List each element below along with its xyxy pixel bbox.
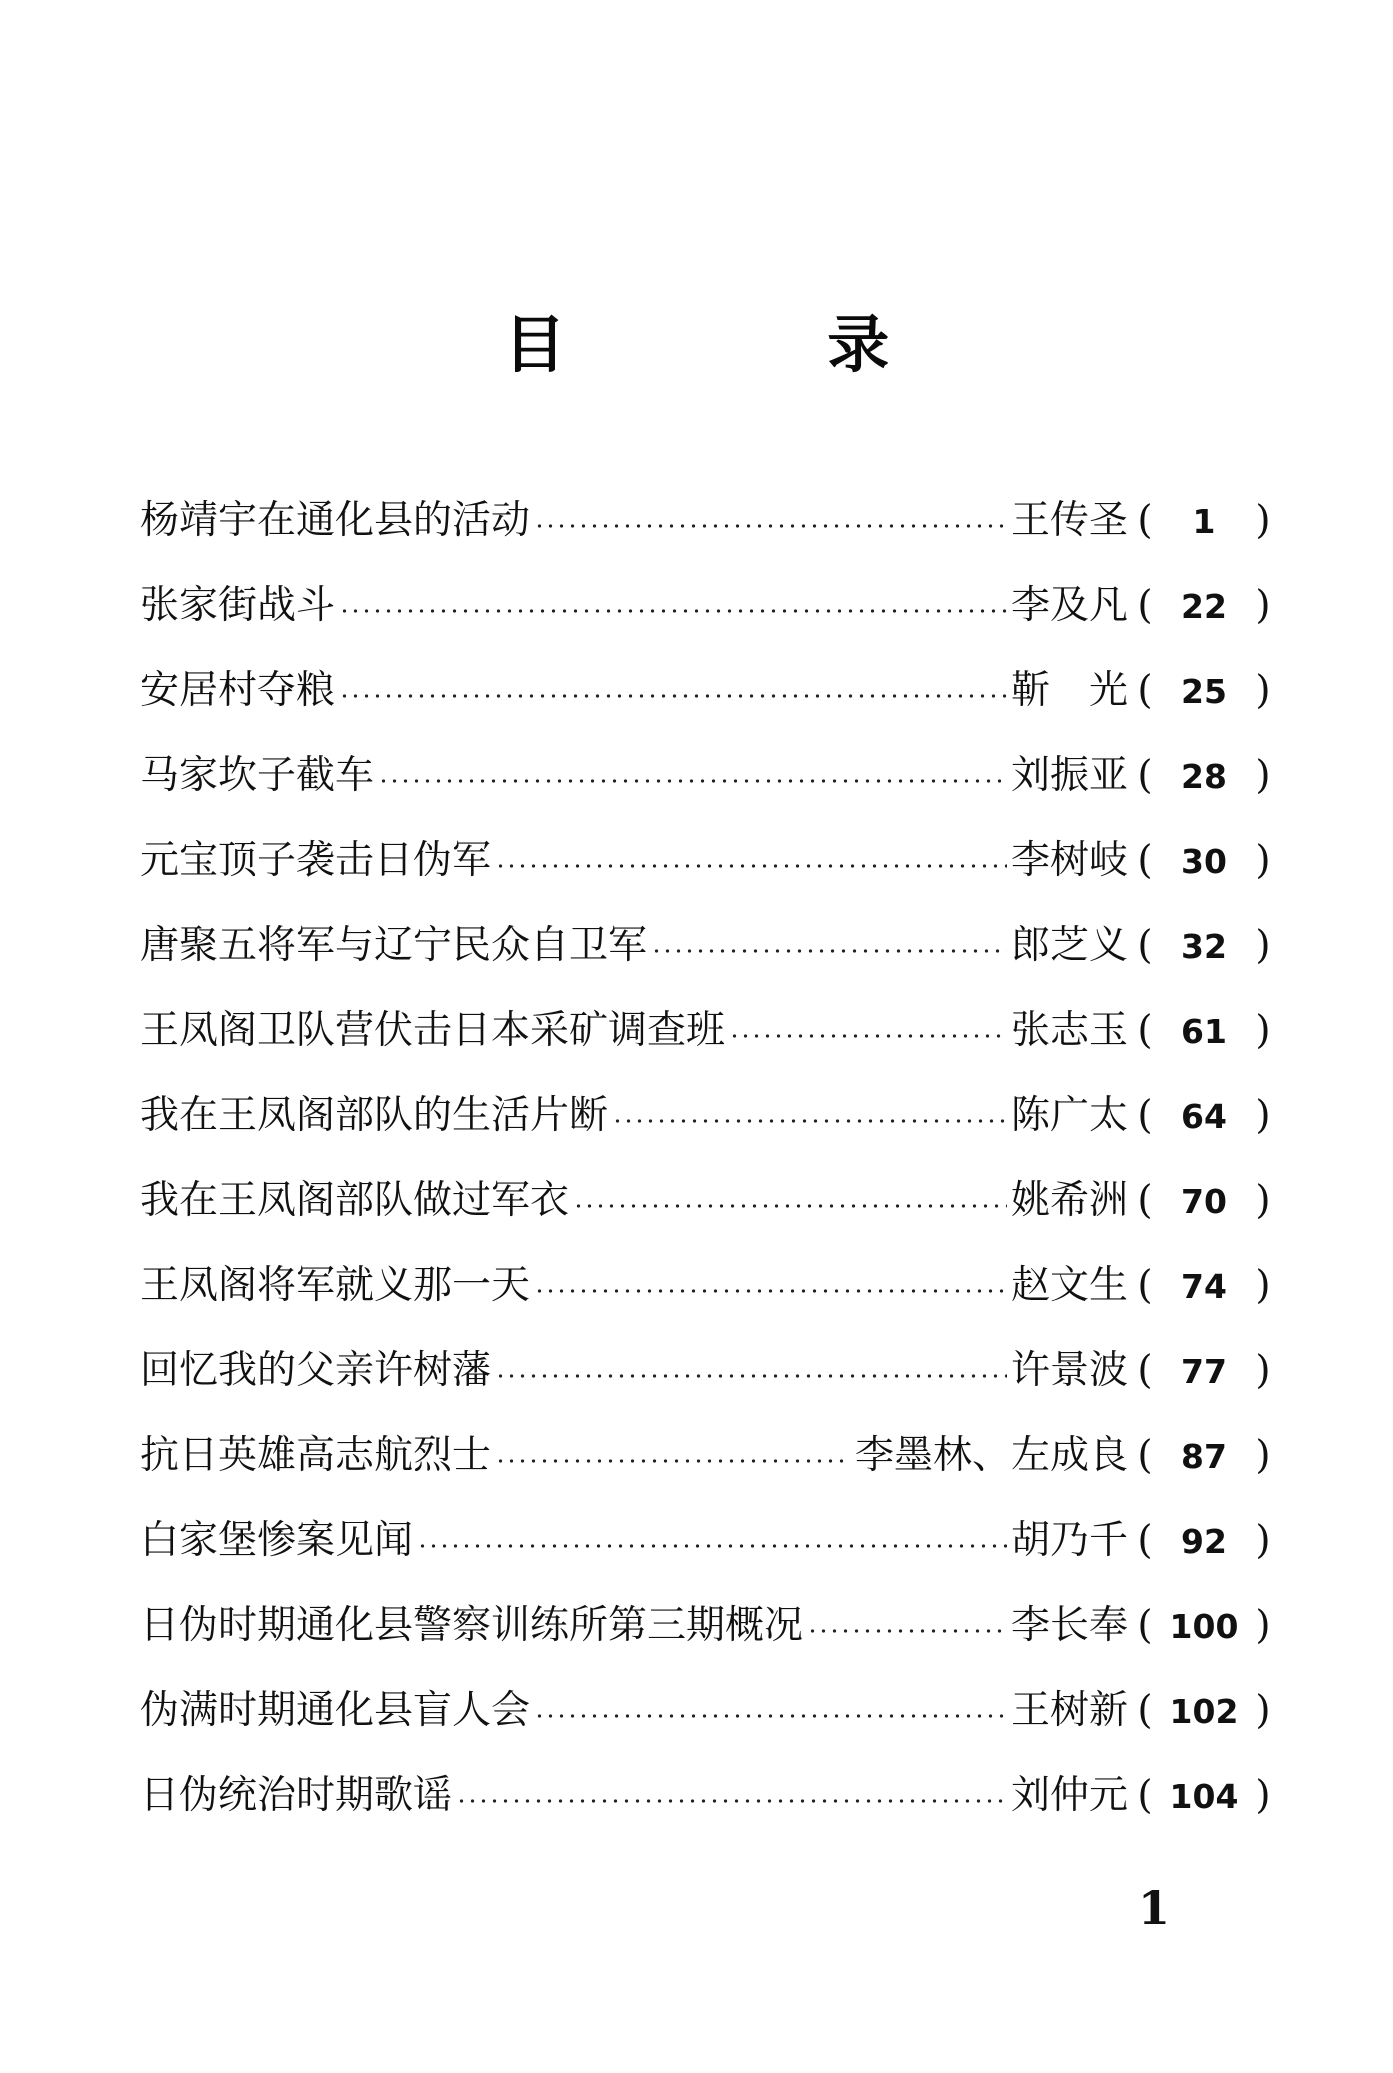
close-paren: ) [1255,1178,1271,1223]
dot-leader [339,694,1007,698]
entry-page: 25 [1181,672,1227,711]
entry-author: 李及凡 [1010,583,1128,628]
toc-entry [140,563,1280,648]
entry-author: 赵文生 [1010,1263,1128,1308]
entry-title: 张家街战斗 [140,583,336,628]
toc-entry [140,818,1280,903]
open-paren: ( [1137,1433,1153,1478]
entry-title: 唐聚五将军与辽宁民众自卫军 [140,923,648,968]
entry-author: 刘仲元 [1010,1773,1128,1818]
entry-page: 64 [1181,1097,1227,1136]
entry-author: 胡乃千 [1010,1518,1128,1563]
entry-page: 22 [1181,587,1227,626]
entry-author: 王传圣 [1010,498,1128,543]
entry-page: 61 [1181,1012,1227,1051]
entry-author: 郎芝义 [1010,923,1128,968]
close-paren: ) [1255,1773,1271,1818]
open-paren: ( [1137,583,1153,628]
entry-author: 李树岐 [1010,838,1128,883]
dot-leader [534,1714,1007,1718]
close-paren: ) [1255,1348,1271,1393]
toc-entry [140,648,1280,733]
close-paren: ) [1255,1518,1271,1563]
entry-title: 白家堡惨案见闻 [140,1518,414,1563]
toc-entry [140,1498,1280,1583]
toc-entry [140,1073,1280,1158]
close-paren: ) [1255,1433,1271,1478]
entry-author: 姚希洲 [1010,1178,1128,1223]
entry-author: 刘振亚 [1010,753,1128,798]
dot-leader [534,524,1007,528]
entry-page: 102 [1169,1692,1239,1731]
entry-page: 104 [1169,1777,1239,1816]
entry-page: 30 [1181,842,1227,881]
close-paren: ) [1255,1093,1271,1138]
close-paren: ) [1255,498,1271,543]
entry-page: 87 [1181,1437,1227,1476]
close-paren: ) [1255,753,1271,798]
entry-title: 元宝顶子袭击日伪军 [140,838,492,883]
dot-leader [378,779,1007,783]
toc-entry [140,1328,1280,1413]
entry-page: 92 [1181,1522,1227,1561]
page-number: 1 [1138,1881,1171,1935]
close-paren: ) [1255,668,1271,713]
entry-page: 77 [1181,1352,1227,1391]
open-paren: ( [1137,1093,1153,1138]
entry-title: 马家坎子截车 [140,753,375,798]
toc-entry [140,478,1280,563]
open-paren: ( [1137,1603,1153,1648]
close-paren: ) [1255,1263,1271,1308]
close-paren: ) [1255,838,1271,883]
dot-leader [807,1629,1007,1633]
toc-entry [140,1753,1280,1838]
open-paren: ( [1137,1688,1153,1733]
open-paren: ( [1137,838,1153,883]
entry-title: 日伪时期通化县警察训练所第三期概况 [140,1603,804,1648]
open-paren: ( [1137,668,1153,713]
table-of-contents [140,478,1280,1838]
entry-title: 我在王凤阁部队的生活片断 [140,1093,609,1138]
entry-author: 李长奉 [1010,1603,1128,1648]
entry-title: 王凤阁将军就义那一天 [140,1263,531,1308]
dot-leader [534,1289,1007,1293]
entry-page: 100 [1169,1607,1239,1646]
toc-entry [140,1668,1280,1753]
close-paren: ) [1255,1603,1271,1648]
open-paren: ( [1137,1178,1153,1223]
dot-leader [651,949,1007,953]
entry-title: 回忆我的父亲许树藩 [140,1348,492,1393]
toc-entry [140,1243,1280,1328]
entry-page: 70 [1181,1182,1227,1221]
dot-leader [339,609,1007,613]
toc-entry [140,1583,1280,1668]
open-paren: ( [1137,1773,1153,1818]
toc-entry [140,1413,1280,1498]
entry-page: 28 [1181,757,1227,796]
dot-leader [495,1459,851,1463]
entry-page: 1 [1192,502,1216,541]
dot-leader [495,1374,1007,1378]
toc-entry [140,988,1280,1073]
toc-entry [140,733,1280,818]
entry-title: 杨靖宇在通化县的活动 [140,498,531,543]
toc-entry [140,903,1280,988]
entry-page: 32 [1181,927,1227,966]
open-paren: ( [1137,1348,1153,1393]
open-paren: ( [1137,753,1153,798]
dot-leader [417,1544,1007,1548]
entry-author: 王树新 [1010,1688,1128,1733]
entry-author: 张志玉 [1010,1008,1128,1053]
open-paren: ( [1137,923,1153,968]
entry-author: 靳 光 [1010,668,1128,713]
entry-page: 74 [1181,1267,1227,1306]
toc-entry [140,1158,1280,1243]
entry-title: 伪满时期通化县盲人会 [140,1688,531,1733]
entry-title: 安居村夺粮 [140,668,336,713]
dot-leader [612,1119,1007,1123]
open-paren: ( [1137,1008,1153,1053]
entry-author: 李墨林、左成良 [854,1433,1128,1478]
entry-title: 王凤阁卫队营伏击日本采矿调查班 [140,1008,726,1053]
page-title: 目 录 [503,308,1010,381]
dot-leader [456,1799,1007,1803]
entry-title: 抗日英雄高志航烈士 [140,1433,492,1478]
open-paren: ( [1137,1518,1153,1563]
open-paren: ( [1137,1263,1153,1308]
dot-leader [495,864,1007,868]
entry-title: 我在王凤阁部队做过军衣 [140,1178,570,1223]
close-paren: ) [1255,1688,1271,1733]
entry-author: 许景波 [1010,1348,1128,1393]
entry-author: 陈广太 [1010,1093,1128,1138]
close-paren: ) [1255,583,1271,628]
dot-leader [729,1034,1007,1038]
dot-leader [573,1204,1007,1208]
close-paren: ) [1255,923,1271,968]
open-paren: ( [1137,498,1153,543]
close-paren: ) [1255,1008,1271,1053]
entry-title: 日伪统治时期歌谣 [140,1773,453,1818]
